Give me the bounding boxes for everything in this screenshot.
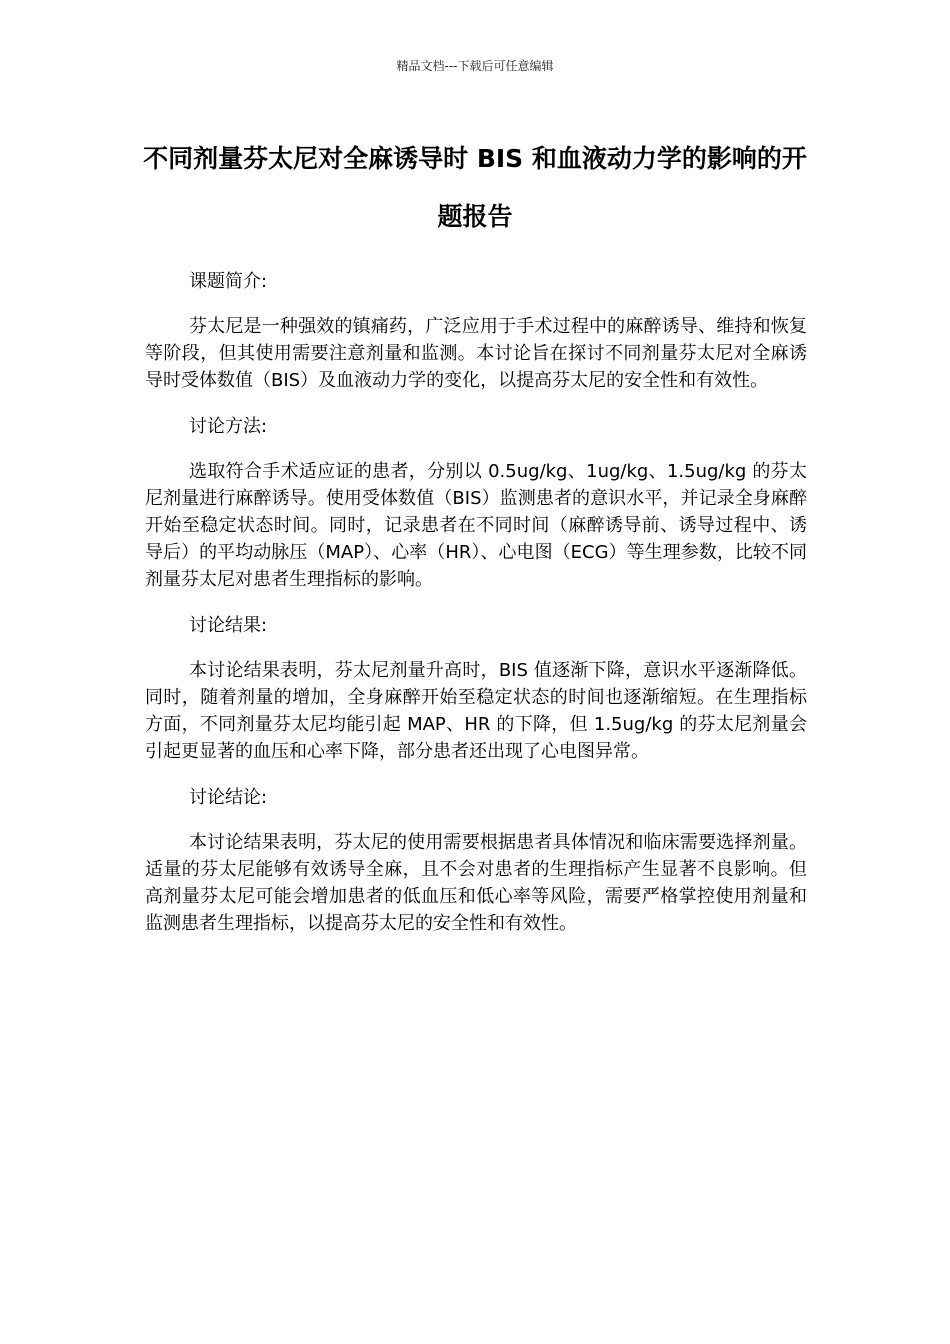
page-header-note: 精品文档---下载后可任意编辑 (396, 59, 554, 73)
section-paragraph-methods: 选取符合手术适应证的患者，分别以 0.5ug/kg、1ug/kg、1.5ug/kg 的芬太尼剂量进行麻醉诱导。使用受体数值（BIS）监测患者的意识水平，并记录全身麻醉开始至稳定状态时间。同时，记录患者在不同时间（麻醉诱导前、诱导过程中、诱导后）的平均动脉压（MAP）、心率（HR）、心电图（ECG）等生理参数，比较不同剂量芬太尼对患者生理指标的影响。 (145, 461, 807, 590)
document-body (145, 268, 807, 956)
section-paragraph-conclusion: 本讨论结果表明，芬太尼的使用需要根据患者具体情况和临床需要选择剂量。适量的芬太尼能够有效诱导全麻，且不会对患者的生理指标产生显著不良影响。但高剂量芬太尼可能会增加患者的低血压和低心率等风险，需要严格掌控使用剂量和监测患者生理指标，以提高芬太尼的安全性和有效性。 (145, 832, 807, 934)
section-methods (145, 413, 807, 593)
section-heading-conclusion: 讨论结论: (189, 787, 268, 808)
section-heading-methods: 讨论方法: (189, 416, 268, 437)
section-results (145, 612, 807, 765)
section-intro (145, 268, 807, 394)
document-title: 不同剂量芬太尼对全麻诱导时 BIS 和血液动力学的影响的开题报告 (143, 144, 807, 231)
section-paragraph-intro: 芬太尼是一种强效的镇痛药，广泛应用于手术过程中的麻醉诱导、维持和恢复等阶段，但其使用需要注意剂量和监测。本讨论旨在探讨不同剂量芬太尼对全麻诱导时受体数值（BIS）及血液动力学的变化，以提高芬太尼的安全性和有效性。 (145, 316, 807, 391)
section-paragraph-results: 本讨论结果表明，芬太尼剂量升高时，BIS 值逐渐下降，意识水平逐渐降低。同时，随着剂量的增加，全身麻醉开始至稳定状态的时间也逐渐缩短。在生理指标方面，不同剂量芬太尼均能引起 MAP、HR 的下降，但 1.5ug/kg 的芬太尼剂量会引起更显著的血压和心率下降，部分患者还出现了心电图异常。 (145, 660, 807, 762)
section-conclusion (145, 784, 807, 937)
section-heading-results: 讨论结果: (189, 615, 268, 636)
section-heading-intro: 课题简介: (189, 271, 268, 292)
